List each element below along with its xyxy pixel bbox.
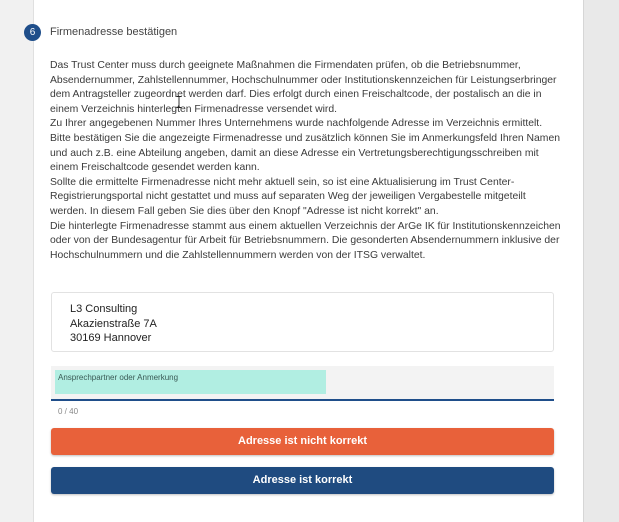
right-side-panel <box>584 0 619 522</box>
left-margin-strip <box>0 0 33 522</box>
description-paragraph: Das Trust Center muss durch geeignete Maßnahmen die Firmendaten prüfen, ob die Betriebsnummer, Absendernummer, Zahlstellennummer, Hochschulnummer oder Institutionskennzeichen für Leistungserbringer dem Antragsteller zugeordnet werden darf. Dies erfolgt durch einen Freischaltcode, der postalisch an die in einem Verzeichnis hinterlegten Firmenadresse versendet wird. <box>50 60 557 115</box>
step-title: Firmenadresse bestätigen <box>50 26 178 38</box>
address-incorrect-button[interactable]: Adresse ist nicht korrekt <box>51 428 554 455</box>
annotation-input-label: Ansprechpartner oder Anmerkung <box>58 373 179 382</box>
description-paragraph: Sollte die ermittelte Firmenadresse nicht mehr aktuell sein, so ist eine Aktualisierung im Trust Center-Registrierungsportal nicht gestattet und muss auf separaten Weg der jeweiligen Vergabestelle mitgeteilt werden. In diesem Fall geben Sie dies über den Knopf "Adresse ist nicht korrekt" an. <box>50 176 526 217</box>
address-company-name: L3 Consulting <box>70 303 138 315</box>
text-cursor-icon <box>176 96 182 108</box>
description-paragraph: Die hinterlegte Firmenadresse stammt aus einem aktuellen Verzeichnis der ArGe IK für Institutionskennzeichen oder von der Bundesagentur für Arbeit für Betriebsnummern. Die gesonderten Absendernummern inklusive der Hochschulnummern und die Zahlstellennummern werden von der ITSG verwaltet. <box>50 220 561 261</box>
address-correct-button[interactable]: Adresse ist korrekt <box>51 467 554 494</box>
address-lines <box>70 302 157 346</box>
step-description <box>50 59 562 263</box>
address-city: 30169 Hannover <box>70 332 152 345</box>
step-number-badge: 6 <box>24 24 41 41</box>
annotation-input[interactable] <box>51 366 554 401</box>
left-divider <box>33 0 34 522</box>
company-address-box <box>51 292 554 352</box>
address-street: Akazienstraße 7A <box>70 317 157 330</box>
description-paragraph: Zu Ihrer angegebenen Nummer Ihres Unternehmens wurde nachfolgende Adresse im Verzeichnis ermittelt. Bitte bestätigen Sie die angezeigte Firmenadresse und zusätzlich können Sie im Anmerkungsfeld Ihren Namen und auch z.B. eine Abteilung angeben, damit an diese Adresse ein Vertretungsberechtigungsschreiben mit einem Freischaltcode gesendet werden kann. <box>50 118 561 174</box>
character-counter: 0 / 40 <box>58 407 79 416</box>
